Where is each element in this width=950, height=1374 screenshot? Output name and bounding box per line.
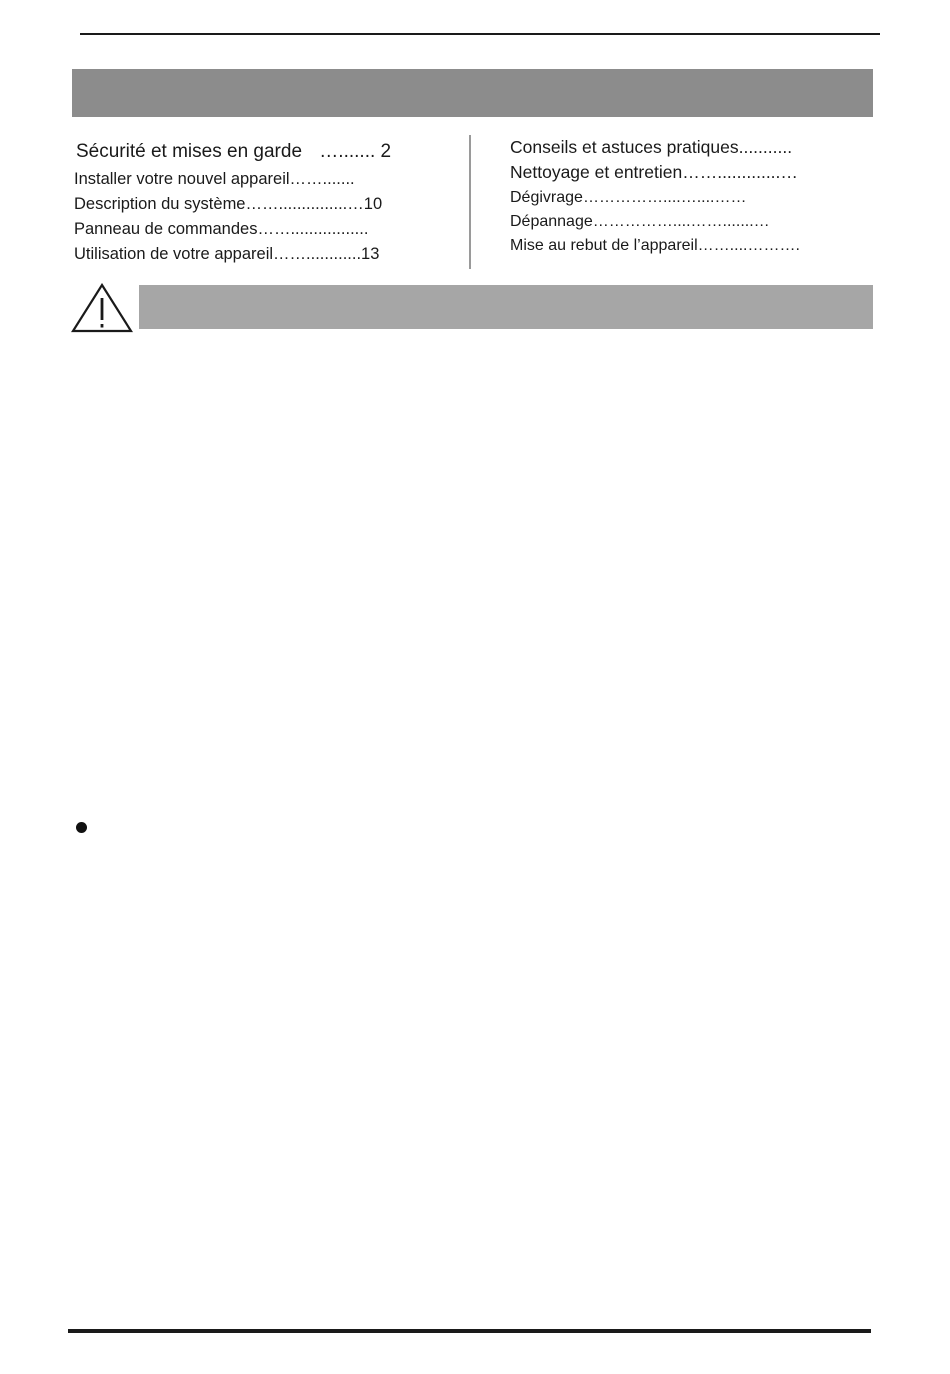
- top-rule: [80, 33, 880, 35]
- toc-entry-defrosting[interactable]: [510, 190, 747, 206]
- toc-entry-leader: …....... 2: [319, 141, 392, 162]
- toc-entry-description[interactable]: [74, 196, 382, 213]
- toc-entry-label: Nettoyage et entretien: [510, 162, 683, 182]
- toc-entry-troubleshooting[interactable]: [510, 214, 770, 230]
- toc-entry-leader: …….............…: [682, 162, 798, 182]
- toc-entry-leader: …….......: [289, 170, 355, 188]
- toc-entry-install[interactable]: [74, 171, 355, 188]
- header-band: [72, 69, 873, 117]
- toc-entry-leader: ……....……….: [697, 237, 800, 254]
- toc-entry-label: Installer votre nouvel appareil: [74, 170, 290, 188]
- warning-section-band: [139, 285, 873, 329]
- toc-entry-label: Conseils et astuces pratiques: [510, 137, 739, 157]
- bullet-icon: [76, 822, 87, 833]
- toc-entry-leader: ……………....…....……: [582, 189, 747, 206]
- toc-entry-usage[interactable]: [74, 246, 379, 263]
- toc-entry-cleaning[interactable]: [510, 164, 798, 182]
- toc-entry-label: Panneau de commandes: [74, 220, 258, 238]
- toc-entry-leader: …….................: [257, 220, 369, 238]
- toc-entry-leader: ……............13: [273, 245, 380, 263]
- toc-entry-leader: ...........: [738, 137, 793, 157]
- toc-entry-label: Dégivrage: [510, 189, 583, 206]
- toc-column-divider: [469, 135, 471, 269]
- toc-entry-disposal[interactable]: [510, 238, 800, 254]
- toc-entry-label: Description du système: [74, 195, 246, 213]
- toc-entry-control-panel[interactable]: [74, 221, 368, 238]
- toc-entry-tips[interactable]: [510, 139, 792, 157]
- bottom-rule: [68, 1329, 871, 1333]
- toc-entry-label: Dépannage: [510, 213, 593, 230]
- toc-entry-safety[interactable]: [76, 142, 391, 161]
- warning-triangle-icon: [71, 283, 133, 333]
- toc-entry-label: Mise au rebut de l’appareil: [510, 237, 698, 254]
- toc-entry-label: Utilisation de votre appareil: [74, 245, 274, 263]
- toc-entry-label: Sécurité et mises en garde: [76, 141, 303, 162]
- toc-entry-leader: ……………....…….......…: [592, 213, 770, 230]
- toc-entry-leader: ……...............…10: [245, 195, 383, 213]
